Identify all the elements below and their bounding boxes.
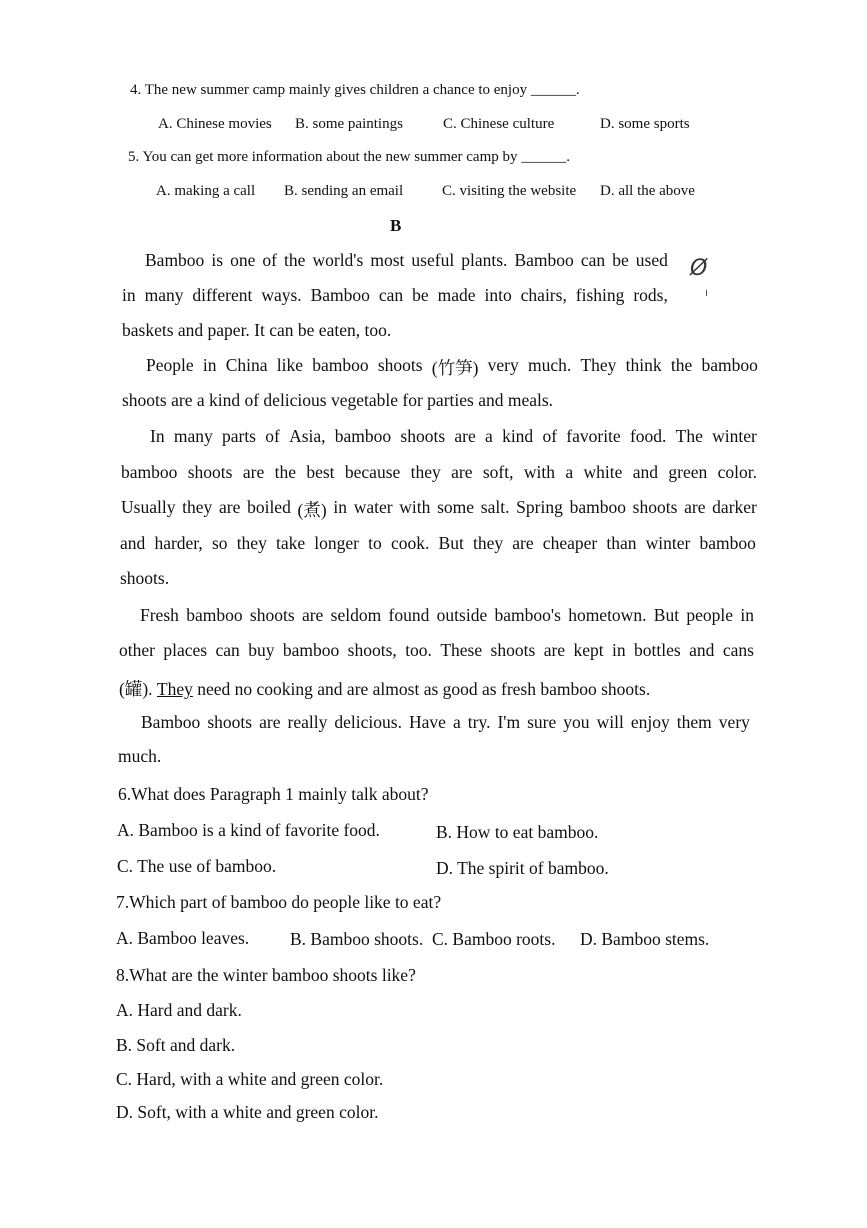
word: are: [242, 462, 265, 482]
word: hometown.: [568, 605, 647, 625]
word: But: [653, 605, 680, 625]
word: too.: [405, 640, 432, 660]
word: them: [676, 712, 712, 732]
word: in: [202, 355, 217, 375]
word: they: [236, 533, 267, 553]
word: bamboo: [186, 605, 243, 625]
word: longer: [314, 533, 360, 553]
word: can: [580, 250, 606, 270]
word: shoots: [249, 605, 295, 625]
word: The: [675, 426, 703, 446]
word: shoots: [207, 712, 253, 732]
word: boiled: [247, 497, 291, 517]
word: to: [368, 533, 382, 553]
passage-p3-line-5: shoots.: [120, 568, 170, 588]
word: darker: [712, 497, 757, 517]
word: cook.: [390, 533, 430, 553]
word: Usually: [121, 497, 176, 517]
word: Asia,: [289, 426, 326, 446]
question-5-option-c: C. visiting the website: [442, 183, 577, 199]
word: are: [259, 712, 281, 732]
passage-p1-line-1: [145, 250, 668, 271]
word: different: [192, 285, 253, 305]
handwritten-margin-mark: Ø: [690, 256, 708, 281]
word: made: [437, 285, 476, 305]
word: Have: [408, 712, 446, 732]
word: bamboo: [699, 533, 756, 553]
word: enjoy: [630, 712, 670, 732]
word: sure: [527, 712, 557, 732]
word: shoots: [632, 497, 678, 517]
word: useful: [411, 250, 455, 270]
word: can: [378, 285, 404, 305]
question-8-option-b: B. Soft and dark.: [116, 1035, 236, 1055]
word: bamboo: [121, 462, 178, 482]
word: Fresh: [140, 605, 179, 625]
word: bamboo: [334, 426, 392, 446]
word: bamboo: [282, 640, 340, 660]
word: much.: [527, 355, 572, 375]
question-4-option-c: C. Chinese culture: [443, 116, 555, 132]
word: I'm: [497, 712, 521, 732]
passage-p4-line-1: [140, 605, 754, 626]
question-5-option-b: B. sending an email: [284, 183, 404, 199]
word: cans: [722, 640, 754, 660]
question-8-option-c: C. Hard, with a white and green color.: [116, 1069, 384, 1089]
word: in: [122, 285, 136, 305]
word: is: [211, 250, 224, 270]
word: can: [215, 640, 240, 660]
pen-tick-mark: [706, 290, 707, 296]
word: green: [668, 462, 708, 482]
word: the: [284, 250, 306, 270]
word: of: [542, 426, 558, 446]
word: shoots: [377, 355, 423, 375]
word: (竹笋): [431, 358, 479, 378]
question-7-option-b: B. Bamboo shoots.: [290, 929, 424, 949]
word: kept: [573, 640, 604, 660]
passage-p2-line-1: [146, 355, 758, 380]
passage-p4-line-2: [119, 640, 754, 661]
word: Bamboo: [141, 712, 201, 732]
word: they: [182, 497, 213, 517]
question-7-option-d: D. Bamboo stems.: [580, 929, 710, 949]
word: They: [580, 355, 617, 375]
passage-p5-line-2: much.: [118, 746, 162, 766]
question-6-option-c: C. The use of bamboo.: [117, 856, 277, 876]
section-b-heading: B: [390, 216, 402, 235]
word: are: [219, 497, 241, 517]
question-8-option-d: D. Soft, with a white and green color.: [116, 1102, 379, 1122]
word: be: [612, 250, 629, 270]
word: ways.: [261, 285, 302, 305]
word: outside: [436, 605, 488, 625]
passage-p3-line-3: [121, 497, 757, 522]
word: they: [472, 533, 504, 553]
word: a: [565, 462, 574, 482]
word: bamboo: [312, 355, 369, 375]
word: some: [437, 497, 475, 517]
word: with: [399, 497, 431, 517]
word: in: [740, 605, 754, 625]
word: white: [583, 462, 623, 482]
passage-p4-line-3: [119, 676, 650, 701]
question-5-option-d: D. all the above: [600, 183, 695, 199]
passage-p3-line-4: [120, 533, 756, 554]
word: of: [265, 426, 280, 446]
question-6-option-b: B. How to eat bamboo.: [436, 822, 599, 842]
word: color.: [717, 462, 757, 482]
word: of: [262, 250, 277, 270]
word: try.: [467, 712, 491, 732]
question-7-stem: 7.Which part of bamboo do people like to eat?: [116, 892, 442, 912]
word: you: [563, 712, 590, 732]
word: most: [370, 250, 405, 270]
word: with: [523, 462, 555, 482]
passage-p1-line-3: baskets and paper. It can be eaten, too.: [122, 320, 392, 340]
word: buy: [248, 640, 275, 660]
word: people: [686, 605, 734, 625]
word: In: [150, 426, 165, 446]
word: cheaper: [542, 533, 598, 553]
word: the: [274, 462, 296, 482]
word: are: [512, 533, 534, 553]
word: plants.: [461, 250, 508, 270]
word: These: [440, 640, 483, 660]
word: soft,: [482, 462, 514, 482]
passage-text-segment: need no cooking and are almost as good as fresh bamboo shoots.: [192, 679, 651, 699]
question-4-stem: 4. The new summer camp mainly gives children a chance to enjoy ______.: [130, 82, 580, 98]
word: really: [287, 712, 328, 732]
word: are: [454, 426, 476, 446]
word: delicious.: [334, 712, 402, 732]
word: seldom: [330, 605, 382, 625]
word: bamboo: [569, 497, 626, 517]
word: very: [487, 355, 519, 375]
word: rods,: [633, 285, 668, 305]
question-4-option-d: D. some sports: [600, 116, 690, 132]
question-6-option-a: A. Bamboo is a kind of favorite food.: [117, 820, 380, 840]
word: in: [612, 640, 626, 660]
word: winter: [645, 533, 691, 553]
word: other: [119, 640, 155, 660]
word: and: [120, 533, 146, 553]
word: China: [225, 355, 268, 375]
word: But: [438, 533, 464, 553]
word: a: [452, 712, 461, 732]
word: they: [410, 462, 441, 482]
passage-p3-line-1: [150, 426, 757, 447]
word: are: [543, 640, 566, 660]
word: very: [718, 712, 750, 732]
word: the: [670, 355, 693, 375]
word: shoots,: [347, 640, 397, 660]
word: fishing: [575, 285, 625, 305]
word: like: [276, 355, 303, 375]
word: will: [596, 712, 624, 732]
question-7-option-c: C. Bamboo roots.: [432, 929, 556, 949]
word: Spring: [516, 497, 563, 517]
word: salt.: [480, 497, 510, 517]
word: Bamboo: [514, 250, 574, 270]
word: (煮): [297, 500, 327, 520]
word: kind: [502, 426, 534, 446]
question-5-option-a: A. making a call: [156, 183, 256, 199]
word: and: [632, 462, 659, 482]
word: think: [625, 355, 662, 375]
word: many: [144, 285, 184, 305]
word: found: [388, 605, 430, 625]
word: winter: [712, 426, 757, 446]
word: harder,: [154, 533, 203, 553]
passage-p2-line-2: shoots are a kind of delicious vegetable for parties and meals.: [122, 390, 554, 410]
word: because: [344, 462, 401, 482]
word: many: [173, 426, 213, 446]
word: used: [635, 250, 668, 270]
word: are: [684, 497, 706, 517]
question-8-stem: 8.What are the winter bamboo shoots like?: [116, 965, 416, 985]
word: Bamboo: [145, 250, 205, 270]
word: parts: [221, 426, 256, 446]
word: than: [606, 533, 637, 553]
question-4-option-a: A. Chinese movies: [158, 116, 272, 132]
question-8-option-a: A. Hard and dark.: [116, 1000, 242, 1020]
question-6-option-d: D. The spirit of bamboo.: [436, 858, 609, 878]
word: be: [412, 285, 429, 305]
passage-p3-line-2: [121, 462, 757, 483]
word: bottles: [634, 640, 681, 660]
passage-p1-line-2: [122, 285, 668, 306]
question-7-option-a: A. Bamboo leaves.: [116, 928, 250, 948]
passage-text-segment: (罐).: [119, 679, 157, 699]
word: take: [275, 533, 306, 553]
question-4-option-b: B. some paintings: [295, 116, 403, 132]
word: favorite: [566, 426, 621, 446]
underlined-word-they: They: [156, 679, 193, 699]
word: People: [146, 355, 194, 375]
word: one: [230, 250, 256, 270]
word: so: [211, 533, 228, 553]
word: places: [163, 640, 208, 660]
word: chairs,: [520, 285, 567, 305]
word: world's: [312, 250, 364, 270]
word: bamboo: [701, 355, 758, 375]
word: are: [451, 462, 473, 482]
word: Bamboo: [310, 285, 370, 305]
word: and: [689, 640, 715, 660]
word: shoots: [490, 640, 536, 660]
word: are: [301, 605, 324, 625]
word: shoots: [400, 426, 446, 446]
word: water: [353, 497, 393, 517]
question-5-stem: 5. You can get more information about the new summer camp by ______.: [128, 149, 571, 165]
word: bamboo's: [494, 605, 561, 625]
question-6-stem: 6.What does Paragraph 1 mainly talk about?: [118, 784, 429, 804]
word: into: [484, 285, 512, 305]
word: shoots: [187, 462, 233, 482]
word: a: [485, 426, 493, 446]
word: food.: [629, 426, 667, 446]
word: in: [333, 497, 348, 517]
word: best: [306, 462, 335, 482]
passage-p5-line-1: [141, 712, 750, 733]
